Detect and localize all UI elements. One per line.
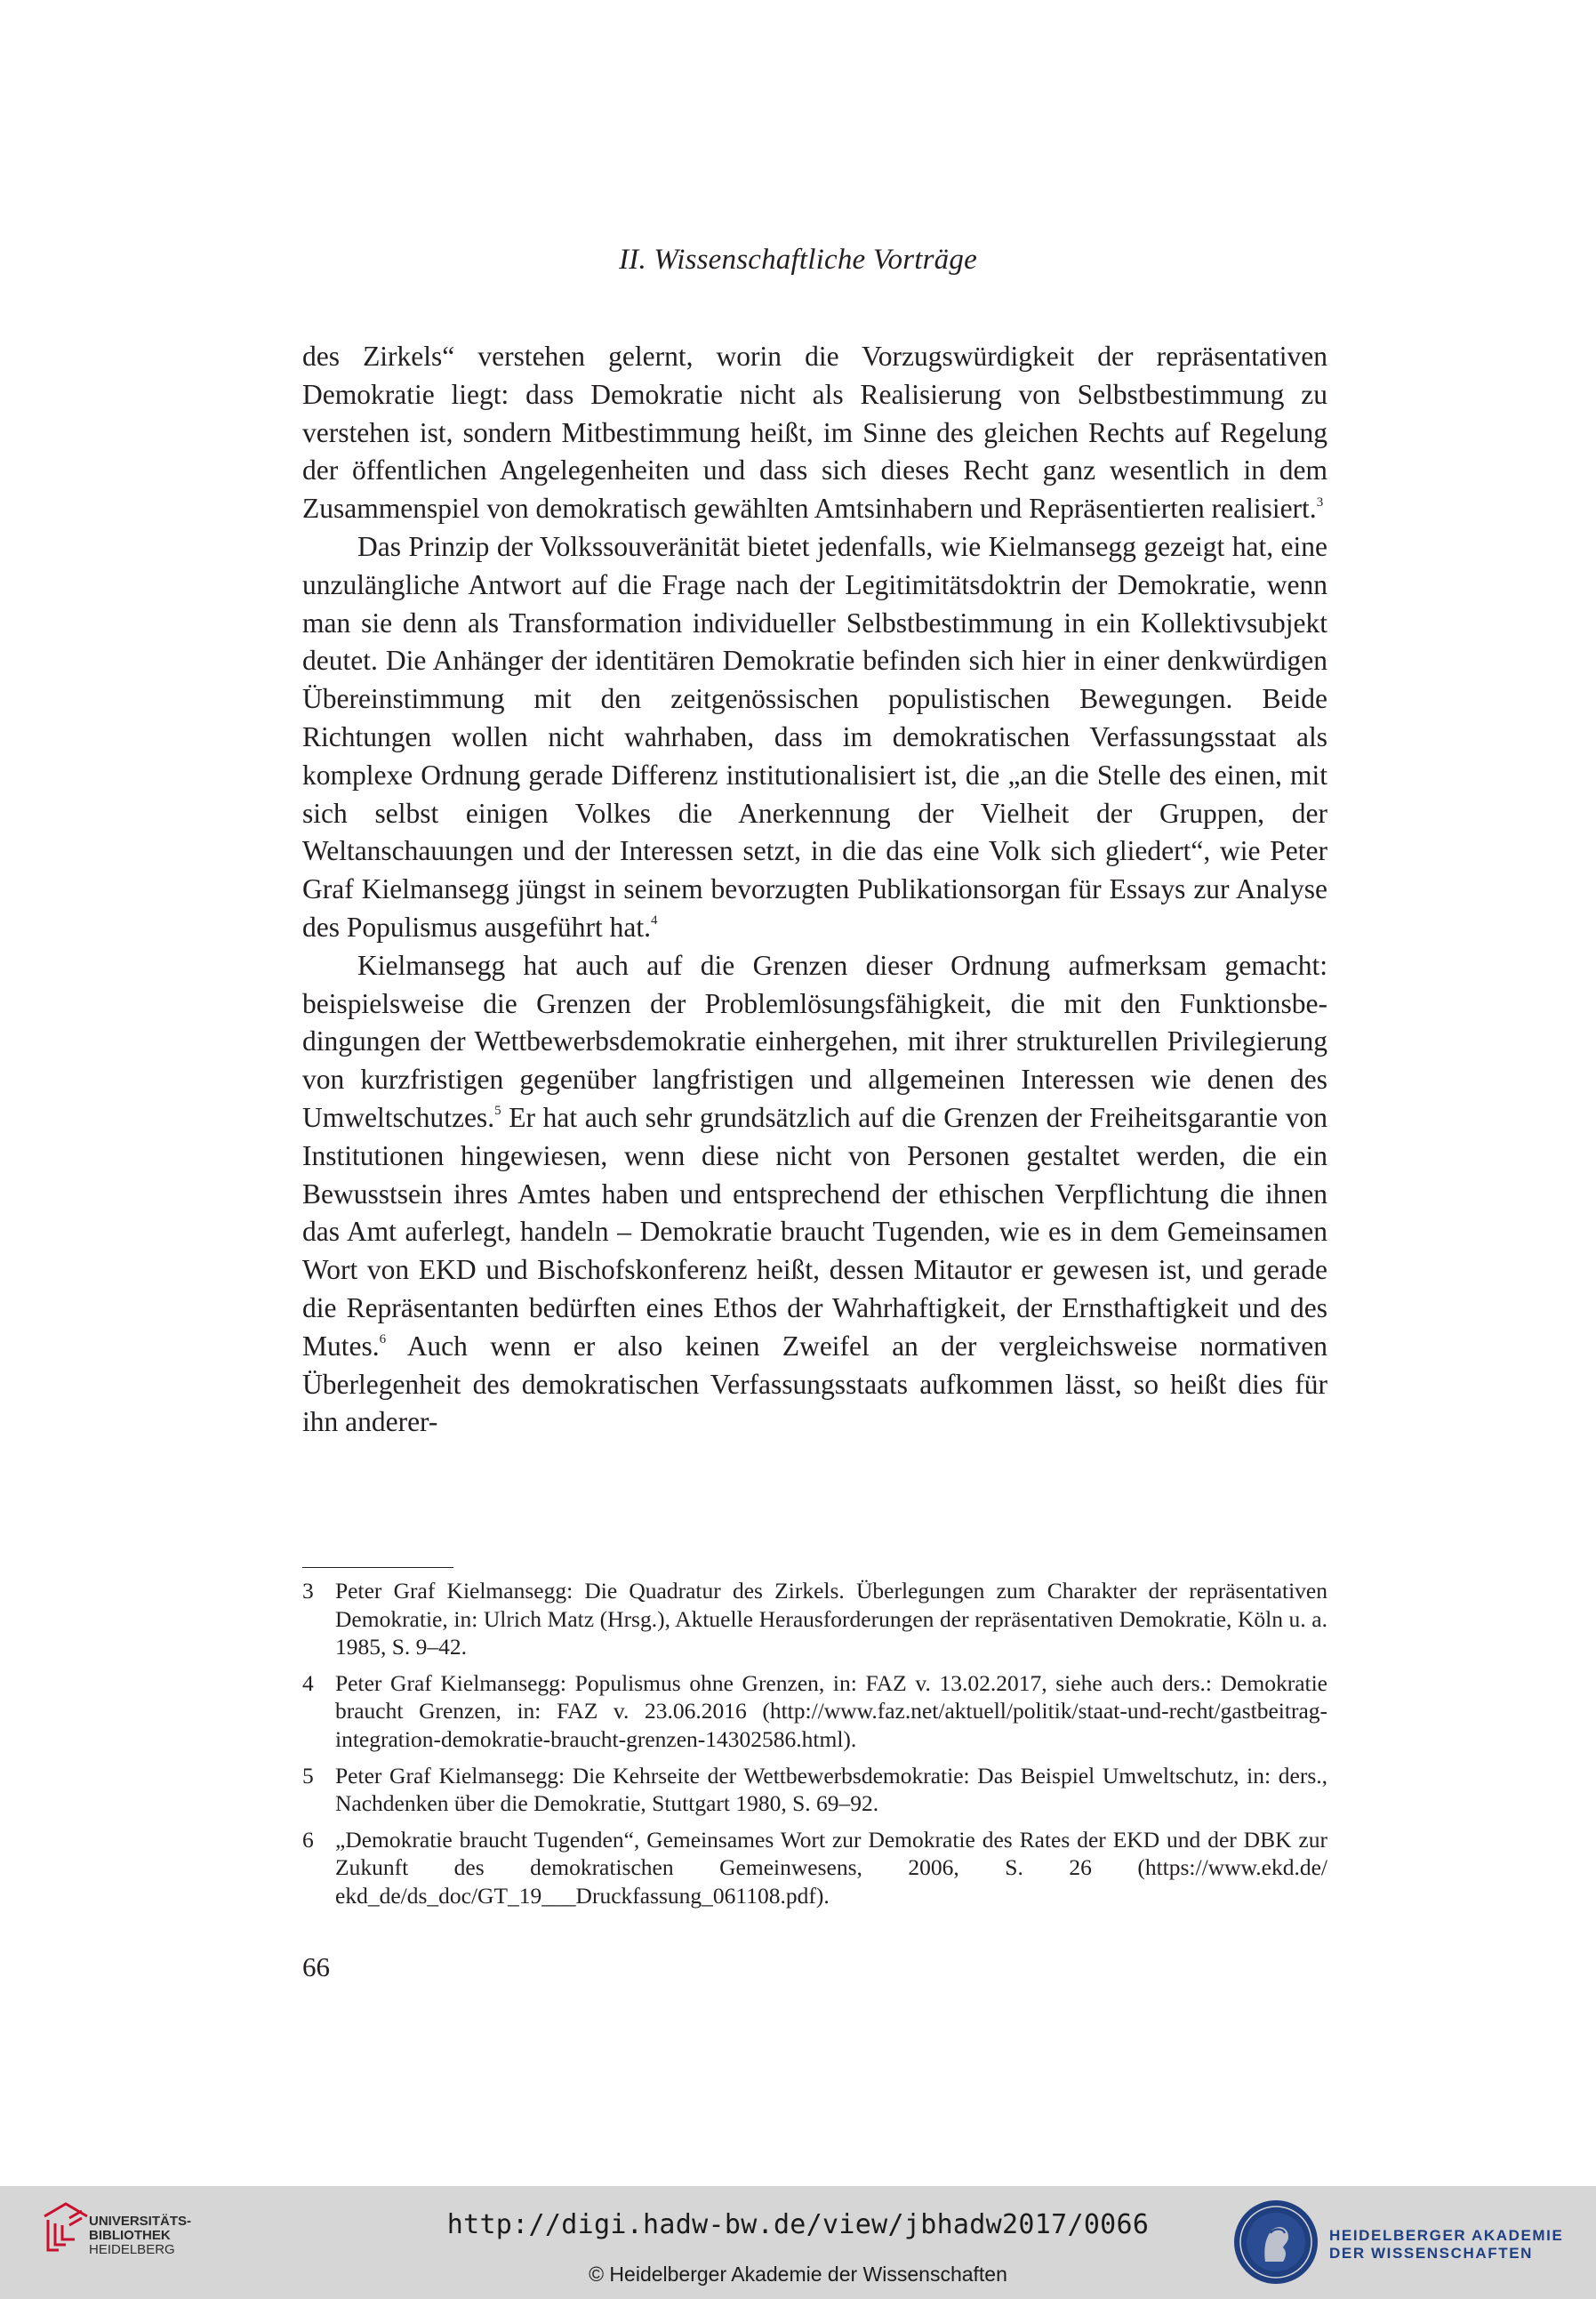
- footnote-number: 6: [302, 1826, 314, 1853]
- footnote-reference[interactable]: 5: [494, 1104, 501, 1119]
- library-line-2: BIBLIOTHEK: [89, 2228, 171, 2243]
- footnote: [302, 1826, 1327, 1910]
- academy-line-2: DER WISSENSCHAFTEN: [1329, 2245, 1534, 2262]
- library-line-1: UNIVERSITÄTS-: [89, 2214, 192, 2229]
- footnote-number: 3: [302, 1578, 314, 1604]
- paragraph-text: Kielmansegg hat auch auf die Grenzen dieser Ordnung aufmerksam gemacht: beispielsweise die Grenzen der Problemlösungsfähigkeit, die mit den Funktionsbedingungen der Wettbewerbsdemokratie einhergehen, mit ihrer strukturellen Privilegierung von kurzfristigen gegenüber langfristigen und allgemeinen Interessen wie denen des Umweltschutzes.: [302, 949, 1327, 1133]
- footnote-rule: [302, 1567, 453, 1568]
- body-paragraph: [302, 338, 1327, 528]
- footnote-reference[interactable]: 3: [1316, 494, 1324, 510]
- paragraph-text: des Zirkels“ verstehen gelernt, worin die Vorzugswürdigkeit der repräsentativen Demokratie liegt: dass Demokratie nicht als Realisierung von Selbstbestimmung zu verstehen ist, sondern Mitbestimmung heißt, im Sinne des gleichen Rechts auf Regelung der öffentlichen Angelegenheiten und dass sich dieses Recht ganz wesentlich in dem Zusammenspiel von demokratisch gewählten Amtsinhabern und Repräsentierten realisiert.: [302, 341, 1327, 525]
- footnote-text: Peter Graf Kielmansegg: Die Kehrseite der Wettbewerbsdemokratie: Das Beispiel Umweltschutz, in: ders., Nachdenken über die Demokratie, Stuttgart 1980, S. 69–92.: [335, 1762, 1327, 1817]
- footnote-number: 4: [302, 1669, 314, 1696]
- paragraph-text: Er hat auch sehr grundsätzlich auf die Grenzen der Freiheitsgarantie von Institutionen hingewiesen, wenn diese nicht von Personen gestaltet werden, die ein Bewusstsein ihres Amtes haben und entsprechend der ethischen Verpflichtung die ihnen das Amt auferlegt, handeln – Demokratie braucht Tugenden, wie es in dem Gemeinsamen Wort von EKD und Bischofskonferenz heißt, dessen Mitautor er gewesen ist, und gerade die Repräsentanten bedürften eines Ethos der Wahrhaftigkeit, der Ernsthaftigkeit und des Mutes.: [302, 1101, 1327, 1362]
- footer-bar: [0, 2186, 1596, 2299]
- paragraph-text: Das Prinzip der Volkssouveränität bietet jedenfalls, wie Kielmansegg gezeigt hat, eine unzulängliche Antwort auf die Frage nach der Legitimitätsdoktrin der Demokratie, wenn man sie denn als Transformation individueller Selbstbestimmung in ein Kollektivsubjekt deutet. Die Anhänger der identitären Demokratie befinden sich hier in einer denkwürdigen Übereinstimmung mit den zeitgenössischen populistischen Bewegungen. Beide Richtungen wollen nicht wahrhaben, dass im demokratischen Verfassungsstaat als komplexe Ordnung gerade Differenz institutionalisiert ist, die „an die Stelle des einen, mit sich selbst einigen Volkes die Anerkennung der Vielheit der Gruppen, der Weltanschauungen und der Interessen setzt, in die das eine Volk sich gliedert“, wie Peter Graf Kielmansegg jüngst in seinem bevorzugten Publikationsorgan für Essays zur Analyse des Populismus ausgeführt hat.: [302, 530, 1327, 943]
- footnote: [302, 1577, 1327, 1661]
- body-text: [302, 338, 1327, 1442]
- library-line-3: HEIDELBERG: [89, 2242, 175, 2257]
- body-paragraph: [302, 947, 1327, 1442]
- page-number: 66: [302, 1951, 330, 1982]
- footnote-number: 5: [302, 1762, 314, 1789]
- footnote-text: „Demokratie braucht Tugenden“, Gemeinsames Wort zur Demokratie des Rates der EKD und der DBK zur Zukunft des demokratischen Gemeinwesens, 2006, S. 26 (https://www.ekd.de/​ekd_de/ds_doc/GT_19___Druckfassung_061108.pdf).: [335, 1826, 1327, 1909]
- footnote: [302, 1762, 1327, 1818]
- footnotes: [302, 1577, 1327, 1918]
- footnote-text: Peter Graf Kielmansegg: Die Quadratur des Zirkels. Überlegungen zum Charakter der repräsentativen Demokratie, in: Ulrich Matz (Hrsg.), Aktuelle Herausforderungen der repräsentativen Demokratie, Köln u. a. 1985, S. 9–42.: [335, 1578, 1327, 1660]
- footnote-text: Peter Graf Kielmansegg: Populismus ohne Grenzen, in: FAZ v. 13.02.2017, siehe auch ders.: Demokratie braucht Grenzen, in: FAZ v. 23.06.2016 (http://www.faz.net/aktuell/politik/staat-​und-recht/gastbeitrag-integration-demokratie-braucht-grenzen-14302586.html).: [335, 1669, 1327, 1752]
- document-url-link[interactable]: http://digi.hadw-bw.de/view/jbhadw2017/0066: [446, 2209, 1150, 2240]
- footnote-reference[interactable]: 6: [379, 1332, 387, 1347]
- copyright-notice: © Heidelberger Akademie der Wissenschaften: [589, 2263, 1007, 2286]
- academy-seal-icon: [1231, 2198, 1320, 2287]
- running-head: [0, 244, 1596, 277]
- academy-line-1: HEIDELBERGER AKADEMIE: [1329, 2227, 1564, 2244]
- running-head-text: II. Wissenschaftliche Vorträge: [619, 244, 977, 276]
- footnote: [302, 1669, 1327, 1754]
- body-paragraph: [302, 528, 1327, 947]
- footnote-reference[interactable]: 4: [650, 913, 658, 928]
- paragraph-text: Auch wenn er also keinen Zweifel an der vergleichsweise normativen Überlegenheit des demokratischen Verfassungsstaats aufkommen lässt, so heißt dies für ihn anderer-: [302, 1330, 1327, 1438]
- academy-name: [1329, 2227, 1563, 2263]
